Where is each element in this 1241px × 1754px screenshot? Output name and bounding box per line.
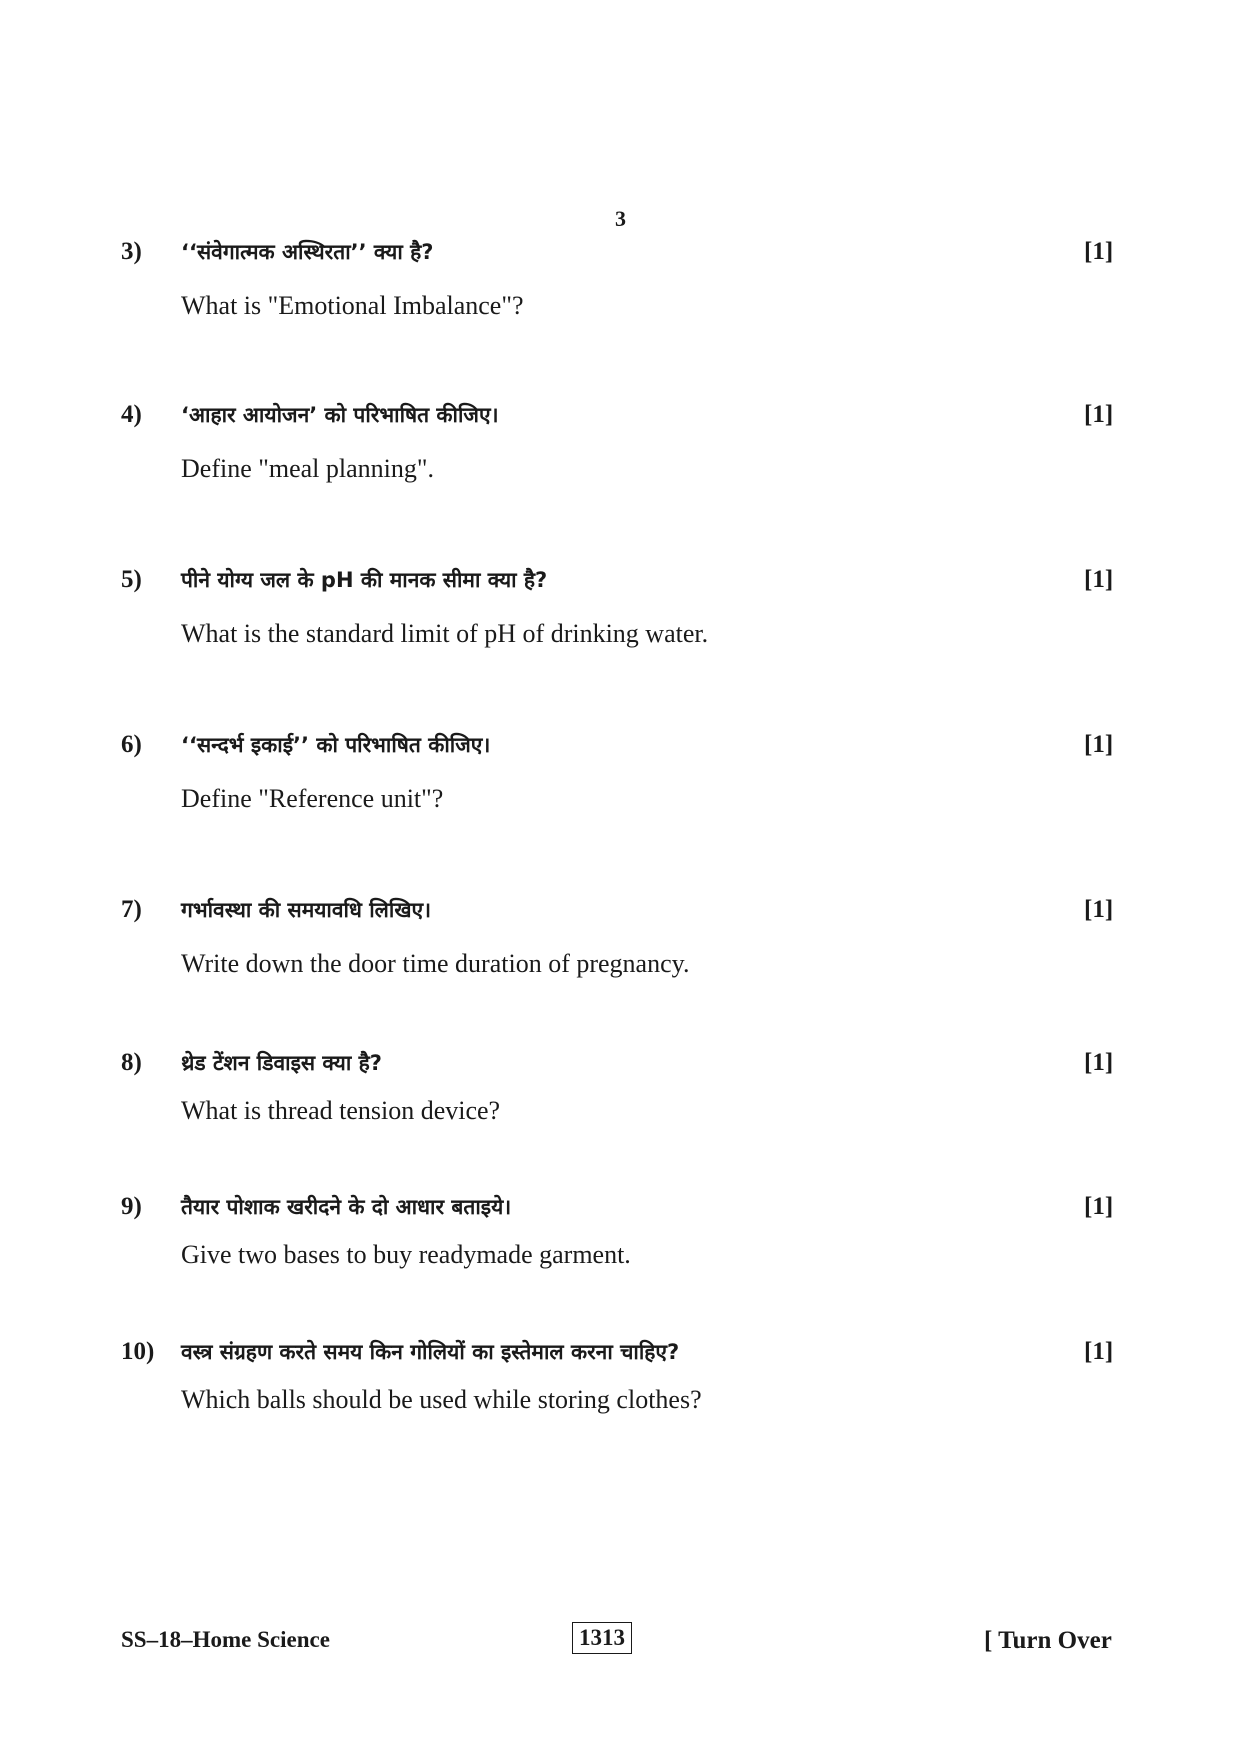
question-text-english: Define "meal planning".: [181, 454, 434, 483]
question-text-hindi: पीने योग्य जल के pH की मानक सीमा क्या है?: [181, 568, 548, 592]
question-text-english: What is "Emotional Imbalance"?: [181, 291, 524, 320]
question-marks: [1]: [1084, 1193, 1114, 1220]
question-text-english: Write down the door time duration of pregnancy.: [181, 949, 690, 978]
question-text-hindi: तैयार पोशाक खरीदने के दो आधार बताइये।: [181, 1195, 512, 1219]
question-number: 3): [121, 238, 142, 265]
question-number: 10): [121, 1338, 155, 1365]
question-text-english: Define "Reference unit"?: [181, 784, 444, 813]
footer-subject: SS–18–Home Science: [121, 1627, 330, 1652]
footer-turn-over: [ Turn Over: [984, 1627, 1112, 1654]
page-number: 3: [615, 206, 626, 231]
question-text-hindi: ‘‘संवेगात्मक अस्थिरता’’ क्या है?: [181, 240, 434, 264]
question-number: 4): [121, 401, 142, 428]
question-marks: [1]: [1084, 1338, 1114, 1365]
question-number: 9): [121, 1193, 142, 1220]
question-number: 8): [121, 1049, 142, 1076]
question-text-hindi: ‘आहार आयोजन’ को परिभाषित कीजिए।: [181, 403, 499, 427]
question-marks: [1]: [1084, 896, 1114, 923]
question-text-english: Give two bases to buy readymade garment.: [181, 1240, 631, 1269]
question-text-english: What is thread tension device?: [181, 1096, 501, 1125]
question-marks: [1]: [1084, 731, 1114, 758]
question-text-english: Which balls should be used while storing clothes?: [181, 1385, 702, 1414]
question-text-hindi: वस्त्र संग्रहण करते समय किन गोलियों का इस्तेमाल करना चाहिए?: [181, 1340, 680, 1364]
question-text-english: What is the standard limit of pH of drinking water.: [181, 619, 709, 648]
question-marks: [1]: [1084, 401, 1114, 428]
question-number: 6): [121, 731, 142, 758]
question-text-hindi: ‘‘सन्दर्भ इकाई’’ को परिभाषित कीजिए।: [181, 733, 491, 757]
question-marks: [1]: [1084, 566, 1114, 593]
question-marks: [1]: [1084, 1049, 1114, 1076]
question-text-hindi: गर्भावस्था की समयावधि लिखिए।: [181, 898, 432, 922]
question-marks: [1]: [1084, 238, 1114, 265]
question-text-hindi: थ्रेड टेंशन डिवाइस क्या है?: [181, 1051, 382, 1075]
question-number: 7): [121, 896, 142, 923]
footer-paper-code: 1313: [572, 1622, 632, 1654]
question-number: 5): [121, 566, 142, 593]
